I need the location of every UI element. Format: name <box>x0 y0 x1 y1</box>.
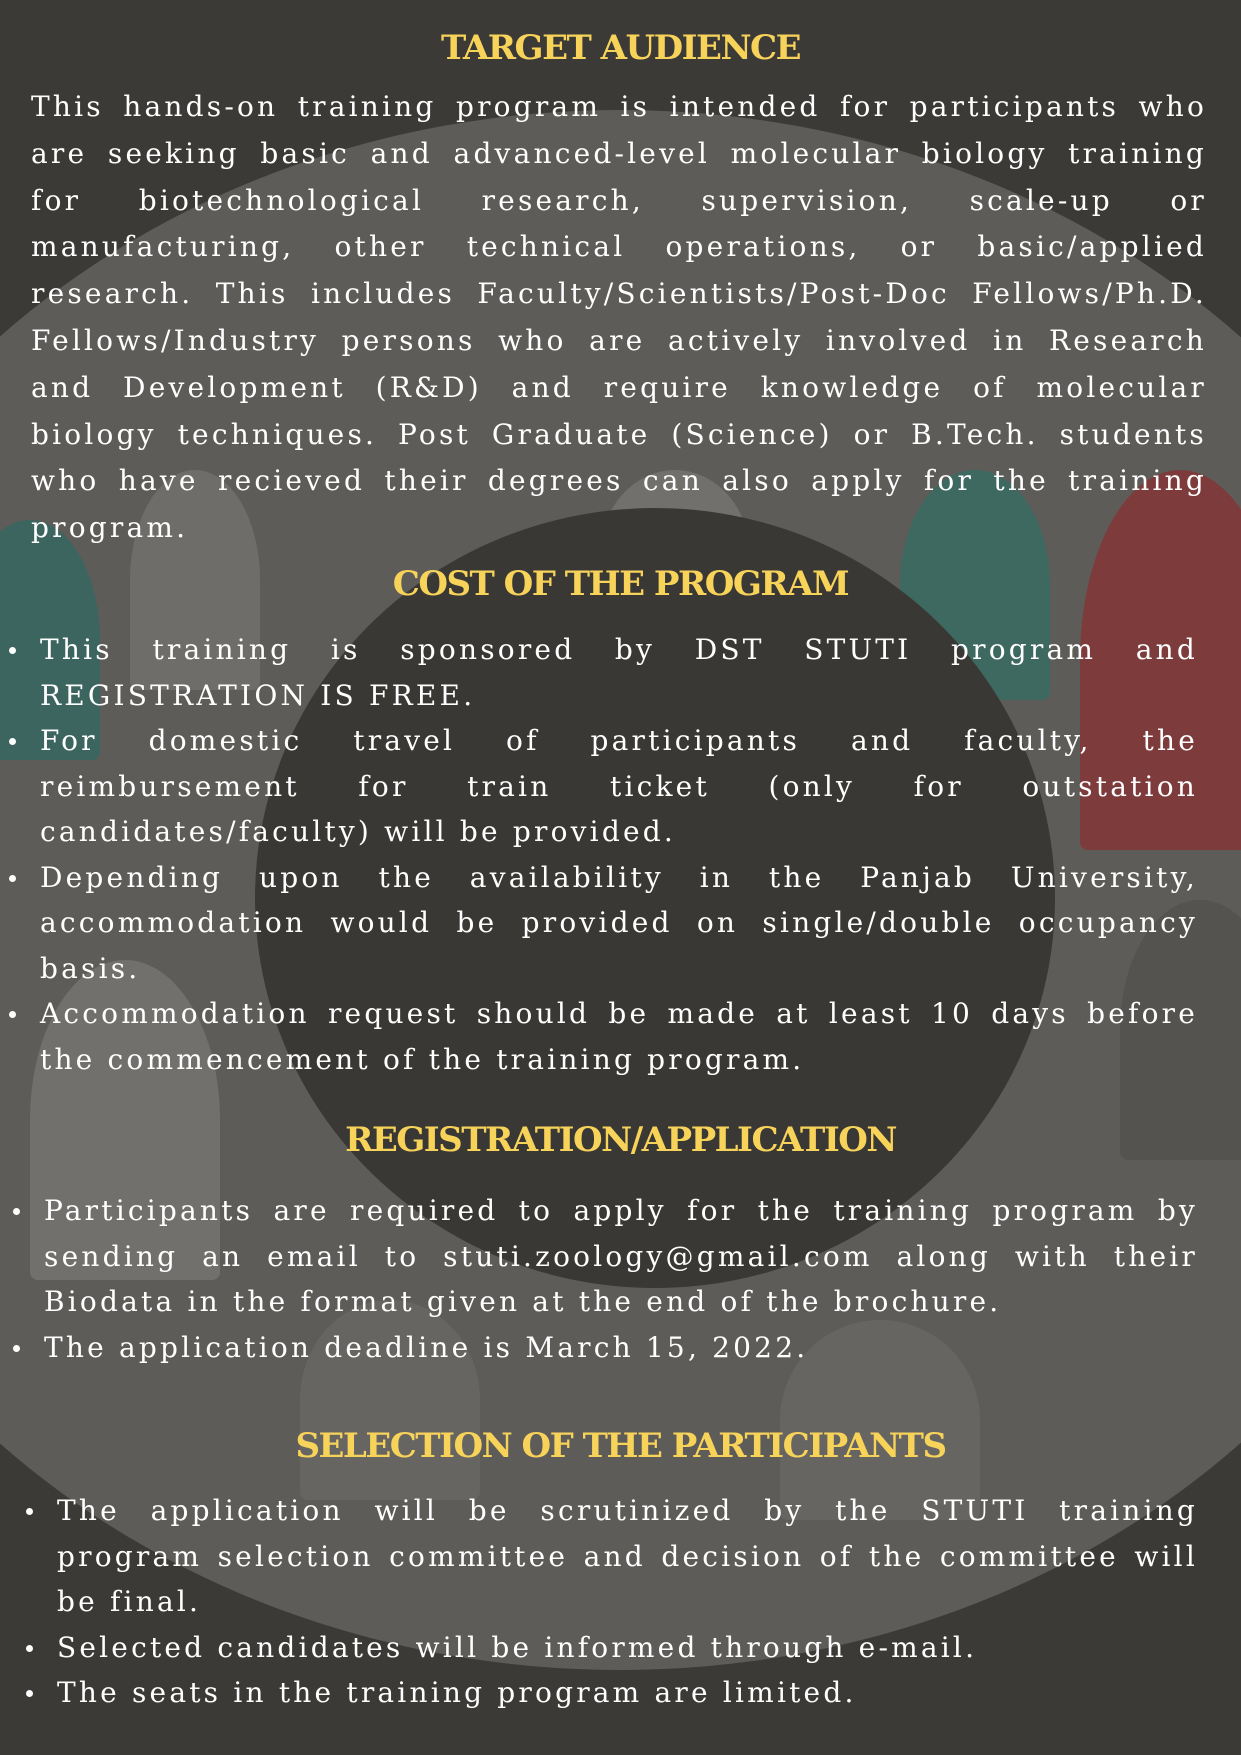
list-item: Selected candidates will be informed through e-mail. <box>57 1625 1198 1671</box>
bullet-icon <box>26 1645 33 1652</box>
list-item: Accommodation request should be made at least 10 days before the commencement of the training program. <box>40 991 1198 1082</box>
registration-heading: REGISTRATION/APPLICATION <box>345 1120 896 1160</box>
list-item: Depending upon the availability in the Panjab University, accommodation would be provided on single/double occupancy basis. <box>40 855 1198 992</box>
list-item: This training is sponsored by DST STUTI program and REGISTRATION IS FREE. <box>40 627 1198 718</box>
selection-heading: SELECTION OF THE PARTICIPANTS <box>295 1426 946 1466</box>
selection-list <box>57 1488 1198 1716</box>
cost-list <box>40 627 1198 1082</box>
bullet-icon <box>9 738 16 745</box>
bullet-icon <box>9 875 16 882</box>
list-item: The application deadline is March 15, 2022. <box>44 1325 1198 1371</box>
target-audience-paragraph: This hands-on training program is intended for participants who are seeking basic and advanced-level molecular biology training for biotechnological research, supervision, scale-up or manufacturing, other technical operations, or basic/applied research. This includes Faculty/Scientists/Post-Doc Fellows/Ph.D. Fellows/Industry persons who are actively involved in Research and Development (R&D) and require knowledge of molecular biology techniques. Post Graduate (Science) or B.Tech. students who have recieved their degrees can also apply for the training program. <box>31 90 1207 545</box>
list-item: For domestic travel of participants and faculty, the reimbursement for train ticket (only for outstation candidates/faculty) will be provided. <box>40 718 1198 855</box>
cost-heading: COST OF THE PROGRAM <box>392 564 849 604</box>
bullet-icon <box>9 647 16 654</box>
bullet-icon <box>26 1690 33 1697</box>
list-item: The seats in the training program are limited. <box>57 1670 1198 1716</box>
bullet-icon <box>26 1508 33 1515</box>
registration-list <box>44 1188 1198 1370</box>
list-item: Participants are required to apply for the training program by sending an email to stuti.zoology@gmail.com along with their Biodata in the format given at the end of the brochure. <box>44 1188 1198 1325</box>
list-item: The application will be scrutinized by the STUTI training program selection committee and decision of the committee will be final. <box>57 1488 1198 1625</box>
bullet-icon <box>9 1011 16 1018</box>
bullet-icon <box>13 1208 20 1215</box>
bullet-icon <box>13 1345 20 1352</box>
target-audience-heading: TARGET AUDIENCE <box>440 28 801 68</box>
